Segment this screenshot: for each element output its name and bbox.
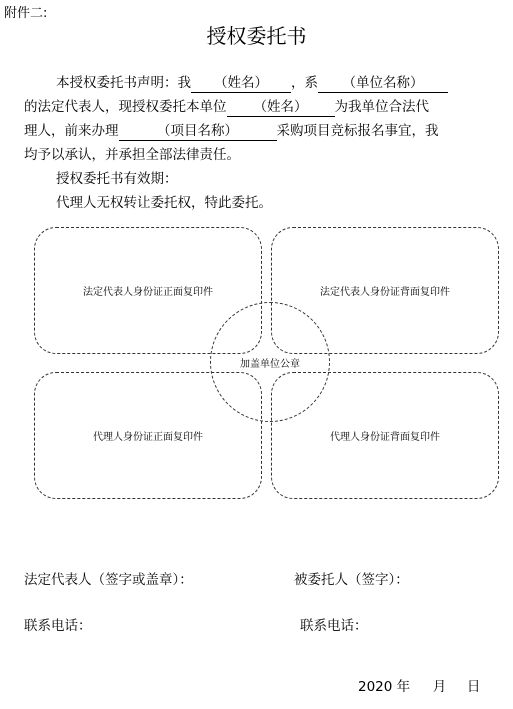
name-blank: （姓名） <box>191 74 291 93</box>
unit-name-blank: （单位名称） <box>318 74 448 93</box>
statement-line-4: 均予以承认，并承担全部法律责任。 <box>24 147 240 163</box>
date-month-unit: 月 <box>432 679 447 695</box>
statement-text: 为我单位合法代 <box>334 99 429 115</box>
no-transfer-line: 代理人无权转让委托权，特此委托。 <box>56 195 272 211</box>
attachment-label: 附件二: <box>4 6 48 21</box>
agent-phone-label: 联系电话： <box>300 618 368 634</box>
date-day-unit: 日 <box>466 679 481 695</box>
project-name-blank: （项目名称） <box>119 122 277 141</box>
agent-name-blank: （姓名） <box>227 98 335 117</box>
statement-line-3 <box>24 120 439 142</box>
date-year-unit: 年 <box>396 679 411 695</box>
statement-line-1 <box>56 72 448 94</box>
date-line <box>358 675 480 695</box>
statement-line-2 <box>24 96 429 118</box>
statement-text: 的法定代表人，现授权委托本单位 <box>24 99 227 115</box>
box-label: 法定代表人身份证背面复印件 <box>320 287 450 298</box>
seal-label: 加盖单位公章 <box>240 358 300 370</box>
box-label: 代理人身份证背面复印件 <box>330 432 440 443</box>
agent-signature-label: 被委托人（签字）： <box>294 572 409 588</box>
document-title: 授权委托书 <box>206 24 307 48</box>
statement-text: ，系 <box>291 75 318 91</box>
legal-rep-phone-label: 联系电话： <box>24 618 92 634</box>
date-year: 2020 <box>358 679 393 695</box>
box-label: 代理人身份证正面复印件 <box>93 432 203 443</box>
statement-text: 本授权委托书声明：我 <box>56 75 191 91</box>
box-label: 法定代表人身份证正面复印件 <box>83 287 213 298</box>
company-seal-circle <box>210 302 330 422</box>
legal-rep-signature-label: 法定代表人（签字或盖章）： <box>24 572 193 588</box>
statement-text: 理人，前来办理 <box>24 123 119 139</box>
statement-text: 采购项目竞标报名事宜，我 <box>276 123 439 139</box>
validity-line: 授权委托书有效期： <box>56 171 178 187</box>
